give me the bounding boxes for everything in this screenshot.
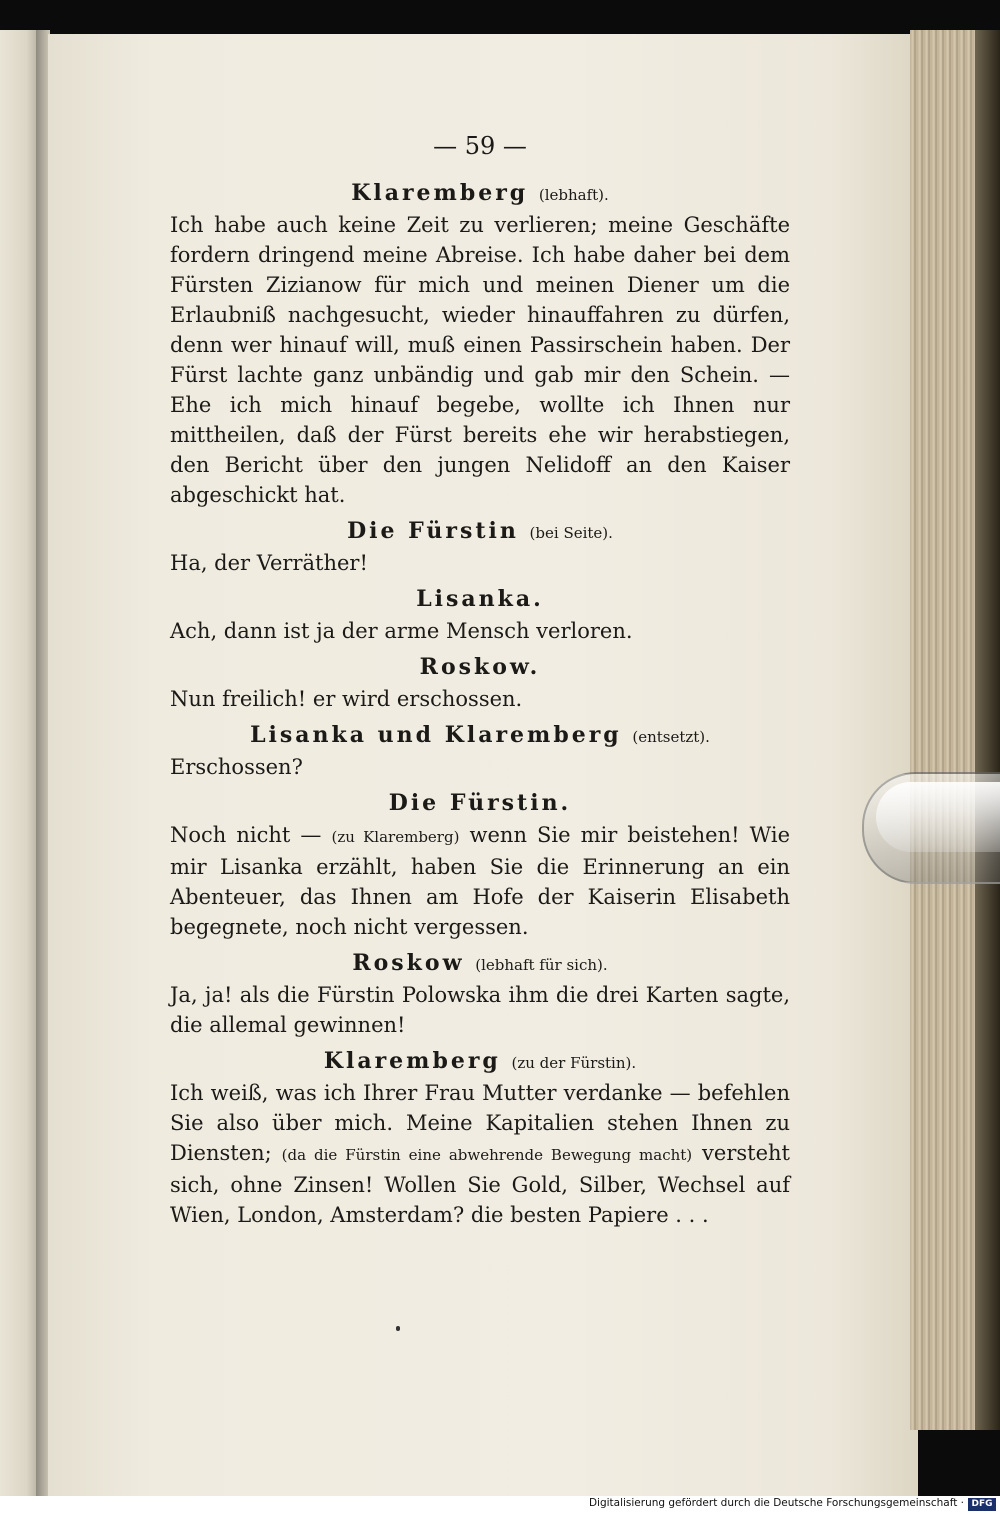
dialogue-blocks [170,176,790,1230]
speech-paragraph [170,980,790,1040]
speaker-name: Die Fürstin [347,518,519,544]
speaker-heading [170,650,790,684]
speech-paragraph [170,1078,790,1230]
speech-text: Ich habe auch keine Zeit zu verlieren; meine Geschäfte fordern dringend meine Abreise. Ich habe daher bei dem Fürsten Zizianow für mich und meinen Diener um die Erlaubniß nachgesucht, wieder hinauffahren zu dürfen, denn wer hinauf will, muß einen Passirschein haben. Der Fürst lachte ganz unbändig und gab mir den Schein. — Ehe ich mich hinauf begebe, wollte ich Ihnen nur mittheilen, daß der Fürst bereits ehe wir herabstiegen, den Bericht über den jungen Nelidoff an den Kaiser abgeschickt hat. [170,213,790,507]
speaker-name: Lisanka und Klaremberg [250,722,622,748]
speaker-heading [170,946,790,980]
speech-paragraph [170,684,790,714]
footer-credit: Digitalisierung gefördert durch die Deutsche Forschungsgemeinschaft · [588,1497,964,1509]
dfg-logo: DFG [968,1498,996,1511]
page-edges [910,30,980,1430]
speech-paragraph [170,820,790,942]
speaker-name: Klaremberg [351,180,529,206]
speech-paragraph [170,752,790,782]
speech-text: Nun freilich! er wird erschossen. [170,687,523,711]
page-number: — 59 — [433,132,527,160]
speaker-heading [170,786,790,820]
speech-text: versteht sich, ohne Zinsen! Wollen Sie Gold, Silber, Wechsel auf Wien, London, Amsterdam? die besten Papiere . . . [170,1141,790,1227]
speaker-name: Klaremberg [323,1048,501,1074]
speech-text: Erschossen? [170,755,303,779]
ink-dot [396,1326,400,1331]
speaker-name: Roskow [352,950,465,976]
stage-direction: (bei Seite). [529,524,613,542]
left-page-edge [0,30,38,1496]
footer-bar [0,1496,1000,1514]
speaker-heading [170,582,790,616]
speech-paragraph [170,548,790,578]
page-text [170,126,790,1234]
book-cover-edge [975,30,1000,1430]
glass-clip-highlight [876,782,1000,852]
speaker-name: Roskow. [419,654,541,680]
speaker-name: Die Fürstin. [388,790,572,816]
speech-text: Ich weiß, was ich Ihrer Frau Mutter verdanke — befehlen Sie also über mich. Meine Kapitalien stehen Ihnen zu Diensten; [170,1081,790,1165]
speaker-name: Lisanka. [416,586,544,612]
stage-direction: (entsetzt). [632,728,710,746]
speech-text: Ja, ja! als die Fürstin Polowska ihm die drei Karten sagte, die allemal gewinnen! [170,983,790,1037]
speech-paragraph [170,210,790,510]
stage-direction: (lebhaft). [538,186,609,204]
speech-text: wenn Sie mir beistehen! Wie mir Lisanka erzählt, haben Sie die Erinnerung an ein Abenteuer, das Ihnen am Hofe der Kaiserin Elisabeth begegnete, noch nicht vergessen. [170,823,790,939]
speech-text: Noch nicht — [170,823,332,847]
stage-direction: (zu der Fürstin). [511,1054,637,1072]
speaker-heading [170,718,790,752]
speech-text: Ha, der Verräther! [170,551,368,575]
speech-text: Ach, dann ist ja der arme Mensch verloren. [170,619,633,643]
speaker-heading [170,514,790,548]
stage-direction: (lebhaft für sich). [475,956,608,974]
speaker-heading [170,1044,790,1078]
speech-paragraph [170,616,790,646]
inline-stage-direction: (da die Fürstin eine abwehrende Bewegung macht) [281,1146,693,1164]
inline-stage-direction: (zu Klaremberg) [331,828,460,846]
speaker-heading [170,176,790,210]
